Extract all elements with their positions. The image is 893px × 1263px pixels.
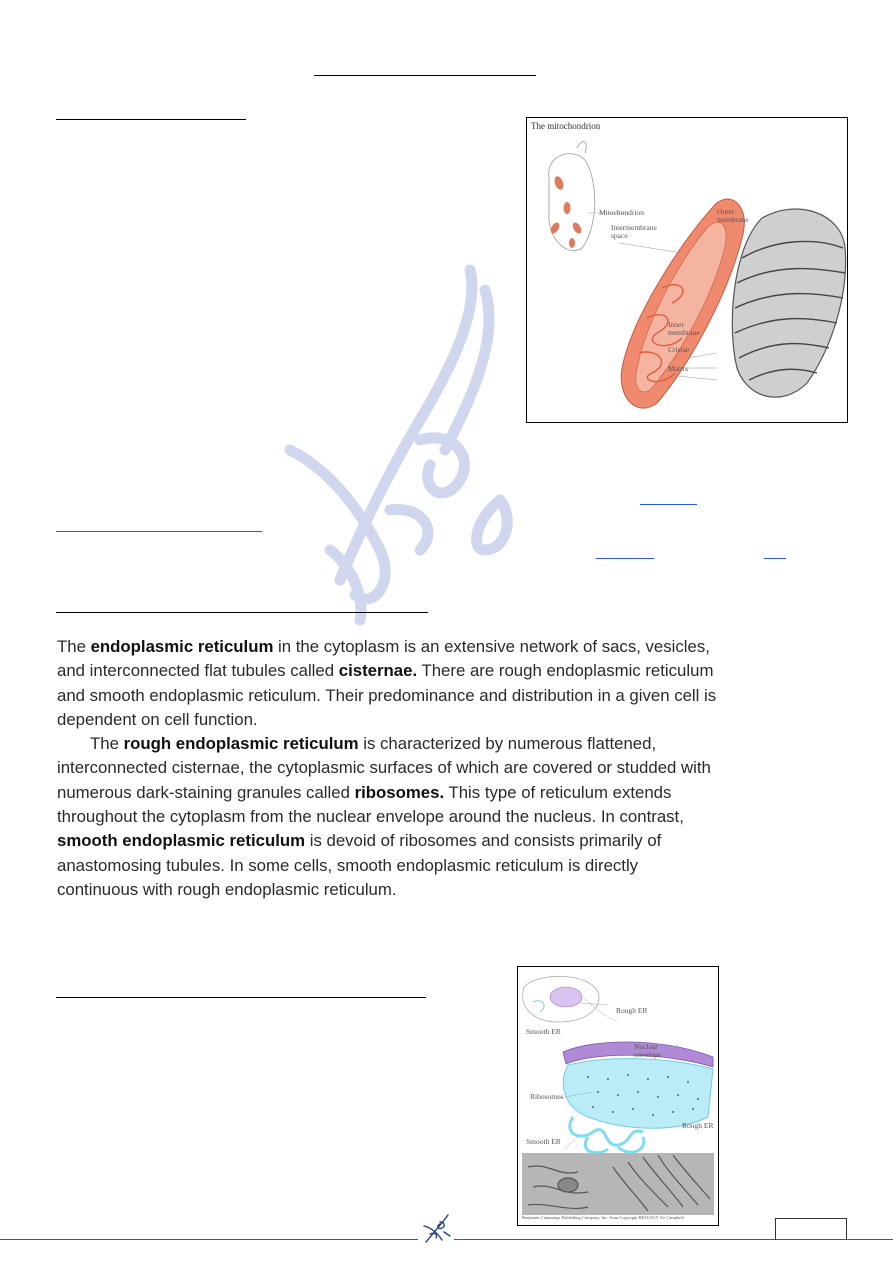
label-smooth-er-bottom: Smooth ER	[526, 1137, 561, 1146]
label-intermembrane-space: Intermembrane space	[611, 223, 657, 240]
label-outer-membrane: Outer membrane	[717, 207, 749, 224]
label-cristae: Cristae	[668, 345, 690, 354]
page-number-box	[775, 1218, 847, 1240]
link-underline[interactable]	[764, 558, 786, 559]
er-figure-heading-underline	[56, 997, 426, 998]
label-inner-membrane: Inner membrane	[668, 320, 700, 337]
mitochondrion-figure	[526, 117, 848, 423]
label-rough-er-top: Rough ER	[616, 1006, 648, 1015]
er-paragraph-1: The endoplasmic reticulum in the cytoplasm is an extensive network of sacs, vesicles, and interconnected flat tubules called cisternae. There are rough endoplasmic reticulum and smooth endoplasmic reticulum. Their predominance and distribution in a given cell is dependent on cell function.	[57, 637, 717, 729]
label-matrix: Matrix	[668, 364, 689, 373]
figure-title: The mitochondrion	[531, 121, 601, 131]
figure-credit: Benjamin Cummings Publishing Company, Inc. Scan Copyright BIOLOGY 5/e Campbell	[522, 1215, 684, 1220]
er-paragraph-2: The rough endoplasmic reticulum is characterized by numerous flattened, interconnected cisternae, the cytoplasmic surfaces of which are covered or studded with numerous dark-staining granules called ribosomes. This type of reticulum extends throughout the cytoplasm from the nuclear envelope around the nucleus. In contrast, smooth endoplasmic reticulum is devoid of ribosomes and consists primarily of anastomosing tubules. In some cells, smooth endoplasmic reticulum is directly continuous with rough endoplasmic reticulum.	[57, 734, 711, 899]
link-underline[interactable]	[640, 504, 697, 505]
link-underline[interactable]	[56, 531, 262, 532]
er-text-block	[57, 635, 722, 902]
label-nuclear-envelope: Nuclear envelope	[634, 1042, 662, 1059]
watermark-logo	[270, 250, 530, 630]
er-figure	[517, 966, 719, 1226]
label-rough-er-bottom: Rough ER	[682, 1121, 714, 1130]
er-heading-underline	[56, 612, 428, 613]
label-smooth-er-top: Smooth ER	[526, 1027, 561, 1036]
label-ribosomes: Ribosomes	[530, 1092, 564, 1101]
section-heading-underline	[56, 119, 246, 120]
label-mitochondrion: Mitochondrion	[599, 208, 644, 217]
footer-rule-left	[0, 1239, 418, 1240]
page-title-underline	[314, 75, 536, 76]
mitochondrion-illustration	[527, 118, 847, 422]
footer-logo-icon	[418, 1212, 454, 1246]
link-underline[interactable]	[596, 558, 654, 559]
